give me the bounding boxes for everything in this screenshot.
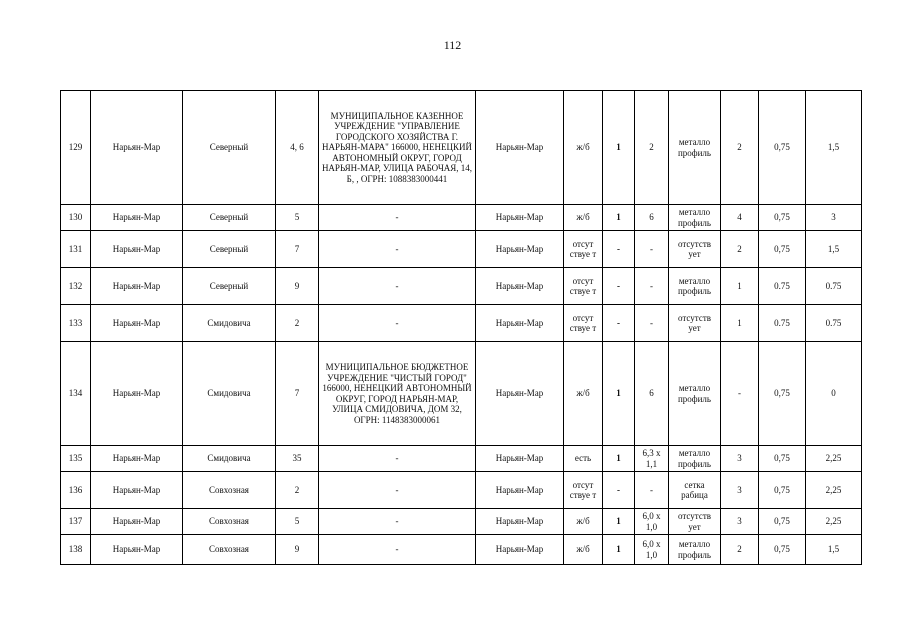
page-number: 112 (443, 38, 462, 52)
site-count-cell: - (603, 268, 635, 305)
street-cell: Совхозная (183, 472, 276, 509)
settlement-cell: Нарьян-Мар (91, 231, 183, 268)
fence-type-cell: отсутств ует (669, 509, 721, 535)
row-number-cell: 129 (61, 91, 91, 205)
container-count-cell: 2 (721, 231, 759, 268)
house-number-cell: 7 (276, 231, 319, 268)
house-number-cell: 2 (276, 305, 319, 342)
table-row (61, 205, 862, 231)
waste-sites-table (60, 90, 862, 565)
street-cell: Смидовича (183, 446, 276, 472)
fence-type-cell: металло профиль (669, 535, 721, 565)
table-row (61, 305, 862, 342)
container-volume-cell: 0,75 (759, 205, 806, 231)
row-number-cell: 135 (61, 446, 91, 472)
container-volume-cell: 0,75 (759, 231, 806, 268)
table-row (61, 231, 862, 268)
location-cell: Нарьян-Мар (476, 231, 564, 268)
location-cell: Нарьян-Мар (476, 205, 564, 231)
area-cell: 6 (635, 342, 669, 446)
site-count-cell: 1 (603, 342, 635, 446)
house-number-cell: 35 (276, 446, 319, 472)
total-volume-cell: 2,25 (806, 446, 862, 472)
base-type-cell: отсут ствуе т (564, 305, 603, 342)
location-cell: Нарьян-Мар (476, 268, 564, 305)
site-count-cell: - (603, 305, 635, 342)
total-volume-cell: 3 (806, 205, 862, 231)
site-count-cell: 1 (603, 509, 635, 535)
street-cell: Смидовича (183, 342, 276, 446)
site-count-cell: 1 (603, 91, 635, 205)
base-type-cell: есть (564, 446, 603, 472)
location-cell: Нарьян-Мар (476, 305, 564, 342)
container-volume-cell: 0,75 (759, 472, 806, 509)
house-number-cell: 2 (276, 472, 319, 509)
owner-cell: - (319, 472, 476, 509)
total-volume-cell: 2,25 (806, 509, 862, 535)
area-cell: 6 (635, 205, 669, 231)
total-volume-cell: 1,5 (806, 231, 862, 268)
location-cell: Нарьян-Мар (476, 535, 564, 565)
total-volume-cell: 1,5 (806, 91, 862, 205)
base-type-cell: отсут ствуе т (564, 231, 603, 268)
settlement-cell: Нарьян-Мар (91, 535, 183, 565)
settlement-cell: Нарьян-Мар (91, 509, 183, 535)
container-volume-cell: 0,75 (759, 91, 806, 205)
owner-cell: - (319, 268, 476, 305)
fence-type-cell: металло профиль (669, 446, 721, 472)
street-cell: Совхозная (183, 509, 276, 535)
base-type-cell: ж/б (564, 509, 603, 535)
container-volume-cell: 0,75 (759, 535, 806, 565)
owner-cell: - (319, 231, 476, 268)
fence-type-cell: отсутств ует (669, 231, 721, 268)
total-volume-cell: 0.75 (806, 268, 862, 305)
base-type-cell: отсут ствуе т (564, 472, 603, 509)
street-cell: Совхозная (183, 535, 276, 565)
area-cell: 2 (635, 91, 669, 205)
house-number-cell: 9 (276, 535, 319, 565)
table-row (61, 268, 862, 305)
total-volume-cell: 2,25 (806, 472, 862, 509)
settlement-cell: Нарьян-Мар (91, 268, 183, 305)
container-count-cell: 1 (721, 268, 759, 305)
area-cell: - (635, 231, 669, 268)
row-number-cell: 137 (61, 509, 91, 535)
settlement-cell: Нарьян-Мар (91, 342, 183, 446)
street-cell: Северный (183, 231, 276, 268)
fence-type-cell: металло профиль (669, 91, 721, 205)
house-number-cell: 9 (276, 268, 319, 305)
container-count-cell: 3 (721, 472, 759, 509)
street-cell: Северный (183, 268, 276, 305)
fence-type-cell: металло профиль (669, 268, 721, 305)
owner-cell: МУНИЦИПАЛЬНОЕ БЮДЖЕТНОЕ УЧРЕЖДЕНИЕ "ЧИСТЫЙ ГОРОД" 166000, НЕНЕЦКИЙ АВТОНОМНЫЙ ОКРУГ, ГОРОД НАРЬЯН-МАР, УЛИЦА СМИДОВИЧА, ДОМ 32, ОГРН: 1148383000061 (319, 342, 476, 446)
house-number-cell: 5 (276, 205, 319, 231)
settlement-cell: Нарьян-Мар (91, 205, 183, 231)
table-row (61, 446, 862, 472)
house-number-cell: 4, 6 (276, 91, 319, 205)
container-count-cell: 2 (721, 91, 759, 205)
street-cell: Северный (183, 205, 276, 231)
container-count-cell: 4 (721, 205, 759, 231)
container-count-cell: 1 (721, 305, 759, 342)
table-row (61, 342, 862, 446)
base-type-cell: ж/б (564, 535, 603, 565)
area-cell: - (635, 305, 669, 342)
container-count-cell: - (721, 342, 759, 446)
owner-cell: МУНИЦИПАЛЬНОЕ КАЗЕННОЕ УЧРЕЖДЕНИЕ "УПРАВЛЕНИЕ ГОРОДСКОГО ХОЗЯЙСТВА Г. НАРЬЯН-МАРА" 166000, НЕНЕЦКИЙ АВТОНОМНЫЙ ОКРУГ, ГОРОД НАРЬЯН-МАР, УЛИЦА РАБОЧАЯ, 14, Б, , ОГРН: 1088383000441 (319, 91, 476, 205)
container-count-cell: 3 (721, 446, 759, 472)
row-number-cell: 133 (61, 305, 91, 342)
table-row (61, 535, 862, 565)
container-volume-cell: 0,75 (759, 342, 806, 446)
table-row (61, 472, 862, 509)
row-number-cell: 131 (61, 231, 91, 268)
table-body (61, 91, 862, 565)
area-cell: - (635, 268, 669, 305)
settlement-cell: Нарьян-Мар (91, 472, 183, 509)
owner-cell: - (319, 535, 476, 565)
site-count-cell: 1 (603, 205, 635, 231)
settlement-cell: Нарьян-Мар (91, 305, 183, 342)
owner-cell: - (319, 205, 476, 231)
area-cell: - (635, 472, 669, 509)
table-row (61, 509, 862, 535)
owner-cell: - (319, 509, 476, 535)
table-row (61, 91, 862, 205)
total-volume-cell: 0 (806, 342, 862, 446)
owner-cell: - (319, 305, 476, 342)
row-number-cell: 134 (61, 342, 91, 446)
container-volume-cell: 0.75 (759, 268, 806, 305)
site-count-cell: - (603, 472, 635, 509)
area-cell: 6,0 х 1,0 (635, 509, 669, 535)
fence-type-cell: металло профиль (669, 205, 721, 231)
location-cell: Нарьян-Мар (476, 509, 564, 535)
container-volume-cell: 0,75 (759, 446, 806, 472)
house-number-cell: 7 (276, 342, 319, 446)
total-volume-cell: 0.75 (806, 305, 862, 342)
house-number-cell: 5 (276, 509, 319, 535)
row-number-cell: 136 (61, 472, 91, 509)
base-type-cell: ж/б (564, 91, 603, 205)
location-cell: Нарьян-Мар (476, 472, 564, 509)
container-volume-cell: 0,75 (759, 509, 806, 535)
container-count-cell: 3 (721, 509, 759, 535)
location-cell: Нарьян-Мар (476, 342, 564, 446)
row-number-cell: 130 (61, 205, 91, 231)
settlement-cell: Нарьян-Мар (91, 91, 183, 205)
settlement-cell: Нарьян-Мар (91, 446, 183, 472)
row-number-cell: 138 (61, 535, 91, 565)
site-count-cell: - (603, 231, 635, 268)
site-count-cell: 1 (603, 446, 635, 472)
owner-cell: - (319, 446, 476, 472)
area-cell: 6,0 х 1,0 (635, 535, 669, 565)
street-cell: Смидовича (183, 305, 276, 342)
base-type-cell: ж/б (564, 205, 603, 231)
fence-type-cell: металло профиль (669, 342, 721, 446)
container-volume-cell: 0.75 (759, 305, 806, 342)
location-cell: Нарьян-Мар (476, 91, 564, 205)
area-cell: 6,3 х 1,1 (635, 446, 669, 472)
location-cell: Нарьян-Мар (476, 446, 564, 472)
fence-type-cell: сетка рабица (669, 472, 721, 509)
total-volume-cell: 1,5 (806, 535, 862, 565)
container-count-cell: 2 (721, 535, 759, 565)
fence-type-cell: отсутств ует (669, 305, 721, 342)
base-type-cell: отсут ствуе т (564, 268, 603, 305)
street-cell: Северный (183, 91, 276, 205)
base-type-cell: ж/б (564, 342, 603, 446)
row-number-cell: 132 (61, 268, 91, 305)
site-count-cell: 1 (603, 535, 635, 565)
